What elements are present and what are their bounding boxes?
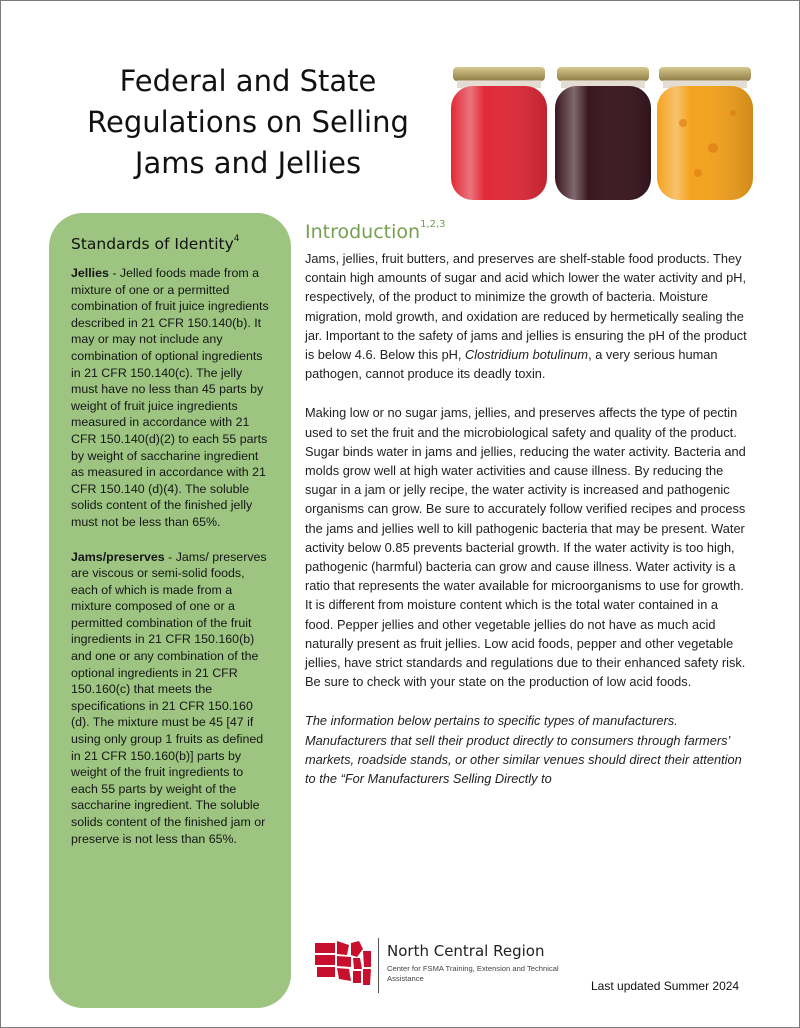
introduction-heading [305, 218, 446, 243]
introduction-heading-text: Introduction [305, 221, 421, 243]
jellies-label: Jellies [71, 266, 109, 280]
jams-text: - Jams/ preserves are viscous or semi-solid foods, each of which is made from a mixture composed of one or a permitted combination of the fruit ingredients in 21 CFR 150.160(b) and one or any combination of the optional ingredients in 21 CFR 150.160(c) that meets the specifications in 21 CFR 150.160 (d). The mixture must be 45 [47 if using only group 1 fruits as defined in 21 CFR 150.160(b)] parts by weight of the fruit ingredients to each 55 parts by weight of the saccharine ingredient. The soluble solids content of the finished jam or preserve is not less than 65%. [71, 549, 267, 846]
sidebar-title-reference: 4 [233, 233, 240, 244]
title-line-1: Federal and State [119, 64, 377, 98]
logo-divider [378, 938, 379, 993]
introduction-references: 1,2,3 [420, 218, 446, 230]
north-central-region-map-logo [313, 939, 375, 991]
sidebar-title [71, 235, 271, 253]
jams-definition [71, 549, 271, 848]
standards-of-identity-sidebar [49, 213, 291, 1008]
jellies-text: - Jelled foods made from a mixture of one or a permitted combination of fruit juice ingredients described in 21 CFR 150.140(b). It may or may not include any combination of optional ingredients in 21 CFR 150.140(c). The jelly must have no less than 45 parts by weight of fruit juice ingredients measured in accordance with 21 CFR 150.140(d)(2) to each 55 parts by weight of saccharine ingredient as measured in accordance with 21 CFR 150.140 (d)(4). The soluble solids content of the finished jelly must not be less than 65%. [71, 266, 269, 529]
intro-p1-b: , a very serious human pathogen, cannot produce its deadly toxin. [305, 347, 718, 382]
title-line-3: Jams and Jellies [134, 146, 362, 180]
purple-jar [555, 67, 651, 200]
jellies-definition [71, 265, 271, 531]
sidebar-title-text: Standards of Identity [71, 235, 234, 253]
manufacturers-note: The information below pertains to specific types of manufacturers. Manufacturers that sell their product directly to consumers through farmers’ markets, roadside stands, or other similar venues should direct their attention to the “For Manufacturers Selling Directly to [305, 713, 742, 787]
organism-name: Clostridium botulinum [465, 347, 589, 363]
introduction-body [305, 249, 747, 808]
page-title [63, 61, 433, 184]
jam-jars-photo [443, 53, 763, 213]
intro-paragraph-2: Making low or no sugar jams, jellies, and preserves affects the type of pectin used to set the fruit and the microbiological safety and quality of the product. Sugar binds water in jams and jellies, reducing the water activity. Bacteria and molds grow well at high water activities and cause illness. By reducing the sugar in a jam or jelly recipe, the water activity is increased and pathogenic organisms can grow. Be sure to accurately follow verified recipes and process the jams and jellies well to kill pathogenic bacteria that may be present. Water activity below 0.85 prevents bacterial growth. If the water activity is too high, pathogenic (harmful) bacteria can grow and cause illness. Water activity is a ratio that represents the water available for microorganisms to use for growth. It is different from moisture content which is the total water contained in a food. Pepper jellies and other vegetable jellies do not have as much acid naturally present as fruit jellies. Low acid foods, pepper and other vegetable jellies, have strict standards and regulations due to their enhanced safety risk. Be sure to check with your state on the production of low acid foods. [305, 405, 746, 690]
last-updated: Last updated Summer 2024 [591, 979, 740, 993]
title-line-2: Regulations on Selling [87, 105, 409, 139]
intro-paragraph-1 [305, 249, 747, 383]
intro-p1-a: Jams, jellies, fruit butters, and preserves are shelf-stable food products. They contain high amounts of sugar and acid which lower the water activity and pH, respectively, of the product to minimize the growth of bacteria. Moisture migration, mold growth, and oxidation are reduced by hermetically sealing the jar. Important to the safety of jams and jellies is ensuring the pH of the product is below 4.6. Below this pH, [305, 251, 747, 363]
organization-subtitle: Center for FSMA Training, Extension and Technical Assistance [387, 964, 559, 983]
red-jar [451, 67, 547, 200]
jams-label: Jams/preserves [71, 549, 165, 564]
orange-jar [657, 67, 753, 200]
organization-name: North Central Region [387, 942, 545, 960]
